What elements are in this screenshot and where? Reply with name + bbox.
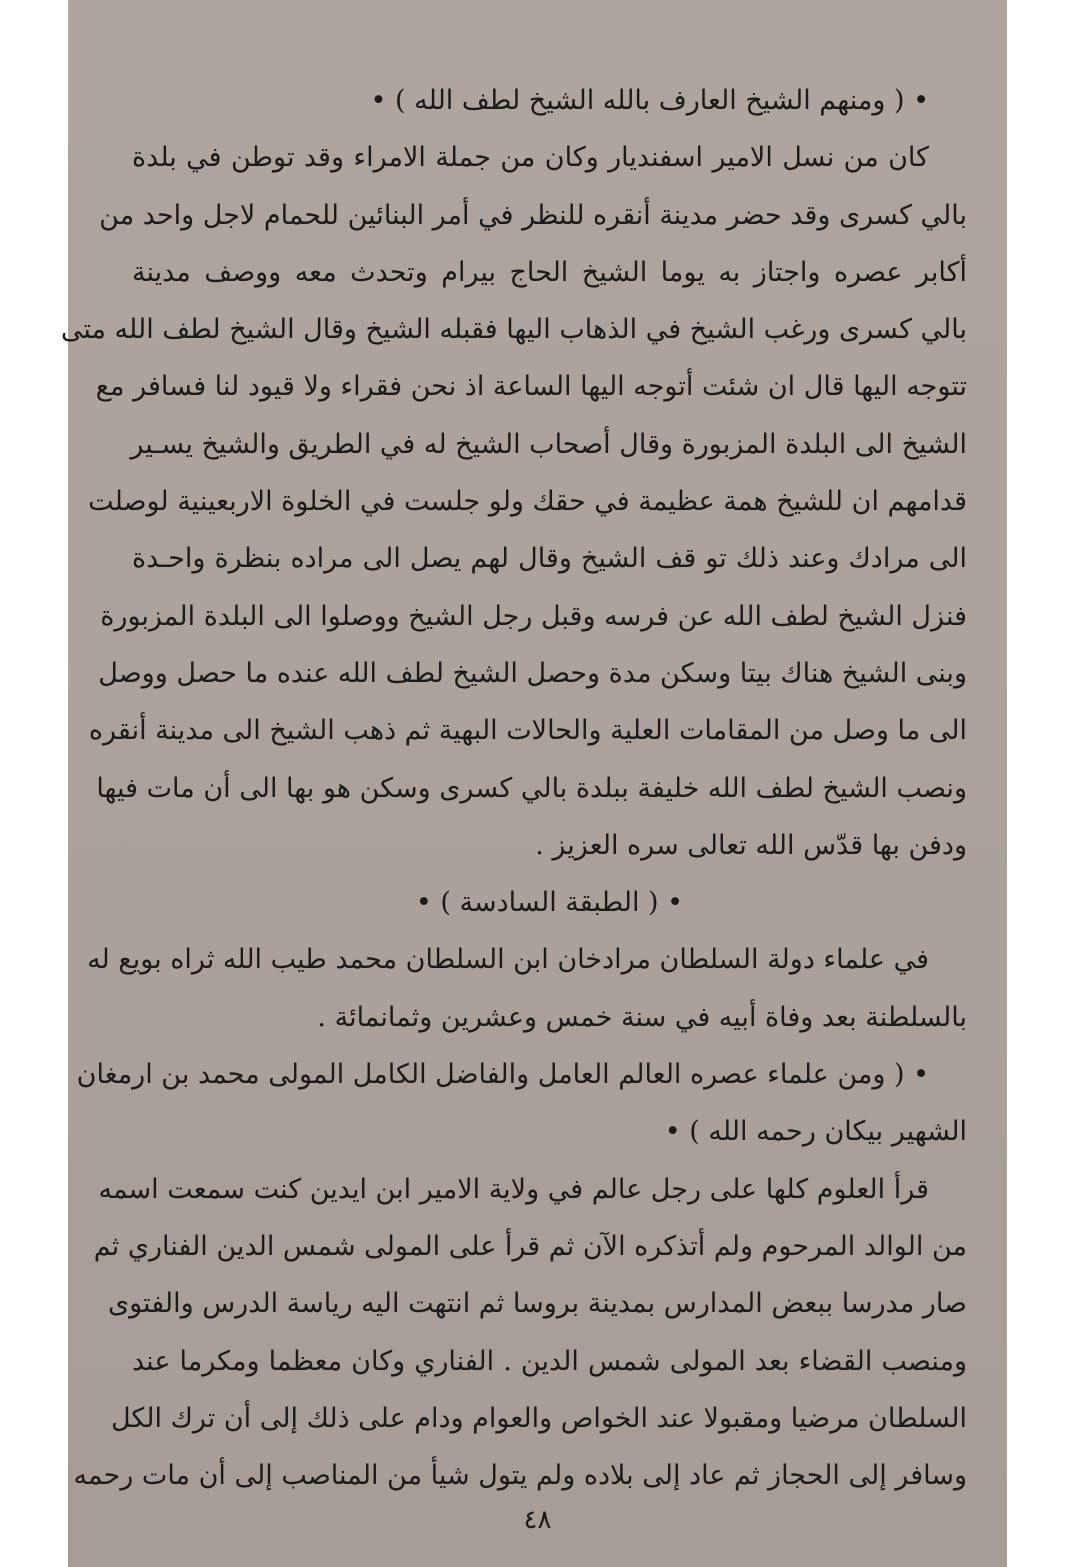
text-line: قدامهم ان للشيخ همة عظيمة في حقك ولو جلست في الخلوة الاربعينية لوصلت bbox=[88, 486, 967, 518]
text-line: ونصب الشيخ لطف الله خليفة ببلدة بالي كسرى وسكن هو بها الى أن مات فيها bbox=[96, 772, 967, 804]
text-line: ومنصب القضاء بعد المولى شمس الدين . الفناري وكان معظما ومكرما عند bbox=[132, 1345, 967, 1377]
chapter-heading: • ( الطبقة السادسة ) • bbox=[415, 887, 684, 919]
text-line: قرأ العلوم كلها على رجل عالم في ولاية الامير ابن ايدين كنت سمعت اسمه bbox=[98, 1173, 929, 1205]
text-line: السلطان مرضيا ومقبولا عند الخواص والعوام ودام على ذلك إلى أن ترك الكل bbox=[110, 1402, 967, 1434]
text-line: بالي كسرى وقد حضر مدينة أنقره للنظر في أمر البنائين للحمام لاجل واحد من bbox=[99, 199, 967, 231]
text-line: صار مدرسا ببعض المدارس بمدينة بروسا ثم انتهت اليه رياسة الدرس والفتوى bbox=[107, 1288, 967, 1320]
text-line: وبنى الشيخ هناك بيتا وسكن مدة وحصل الشيخ لطف الله عنده ما حصل ووصل bbox=[98, 657, 967, 689]
section-heading: • ( ومنهم الشيخ العارف بالله الشيخ لطف الله ) • bbox=[370, 85, 929, 116]
text-line: فنزل الشيخ لطف الله عن فرسه وقبل رجل الشيخ ووصلوا الى البلدة المزبورة bbox=[100, 600, 967, 632]
page-number: ٤٨ bbox=[523, 1505, 552, 1535]
text-line: الى مرادك وعند ذلك تو قف الشيخ وقال لهم يصل الى مراده بنظرة واحـدة bbox=[132, 543, 967, 575]
section-heading: الشهير بيكان رحمه الله ) • bbox=[664, 1116, 967, 1148]
text-line: أكابر عصره واجتاز به يوما الشيخ الحاج بيرام وتحدث معه ووصف مدينة bbox=[132, 256, 967, 288]
text-line: ودفن بها قدّس الله تعالى سره العزيز . bbox=[535, 829, 967, 861]
text-line: من الوالد المرحوم ولم أتذكره الآن ثم قرأ على المولى شمس الدين الفناري ثم bbox=[93, 1230, 967, 1262]
text-line: الشيخ الى البلدة المزبورة وقال أصحاب الشيخ له في الطريق والشيخ يسـير bbox=[130, 428, 967, 460]
text-line: الى ما وصل من المقامات العلية والحالات البهية ثم ذهب الشيخ الى مدينة أنقره bbox=[88, 715, 967, 747]
text-line: بالسلطنة بعد وفاة أبيه في سنة خمس وعشرين وثمانمائة . bbox=[317, 1001, 967, 1033]
text-line: وسافر إلى الحجاز ثم عاد إلى بلاده ولم يتول شيأ من المناصب إلى أن مات رحمه bbox=[73, 1460, 967, 1492]
text-line: بالي كسرى ورغب الشيخ في الذهاب اليها فقبله الشيخ وقال الشيخ لطف الله متى bbox=[60, 314, 967, 346]
text-line: كان من نسل الامير اسفنديار وكان من جملة الامراء وقد توطن في بلدة bbox=[132, 142, 929, 174]
text-line: تتوجه اليها قال ان شئت أتوجه اليها الساعة اذ نحن فقراء ولا قيود لنا فسافر مع bbox=[95, 371, 967, 403]
book-page bbox=[60, 0, 1007, 1567]
section-heading: • ( ومن علماء عصره العالم العامل والفاضل الكامل المولى محمد بن ارمغان bbox=[76, 1059, 929, 1091]
text-line: في علماء دولة السلطان مرادخان ابن السلطان محمد طيب الله ثراه بويع له bbox=[87, 944, 929, 976]
